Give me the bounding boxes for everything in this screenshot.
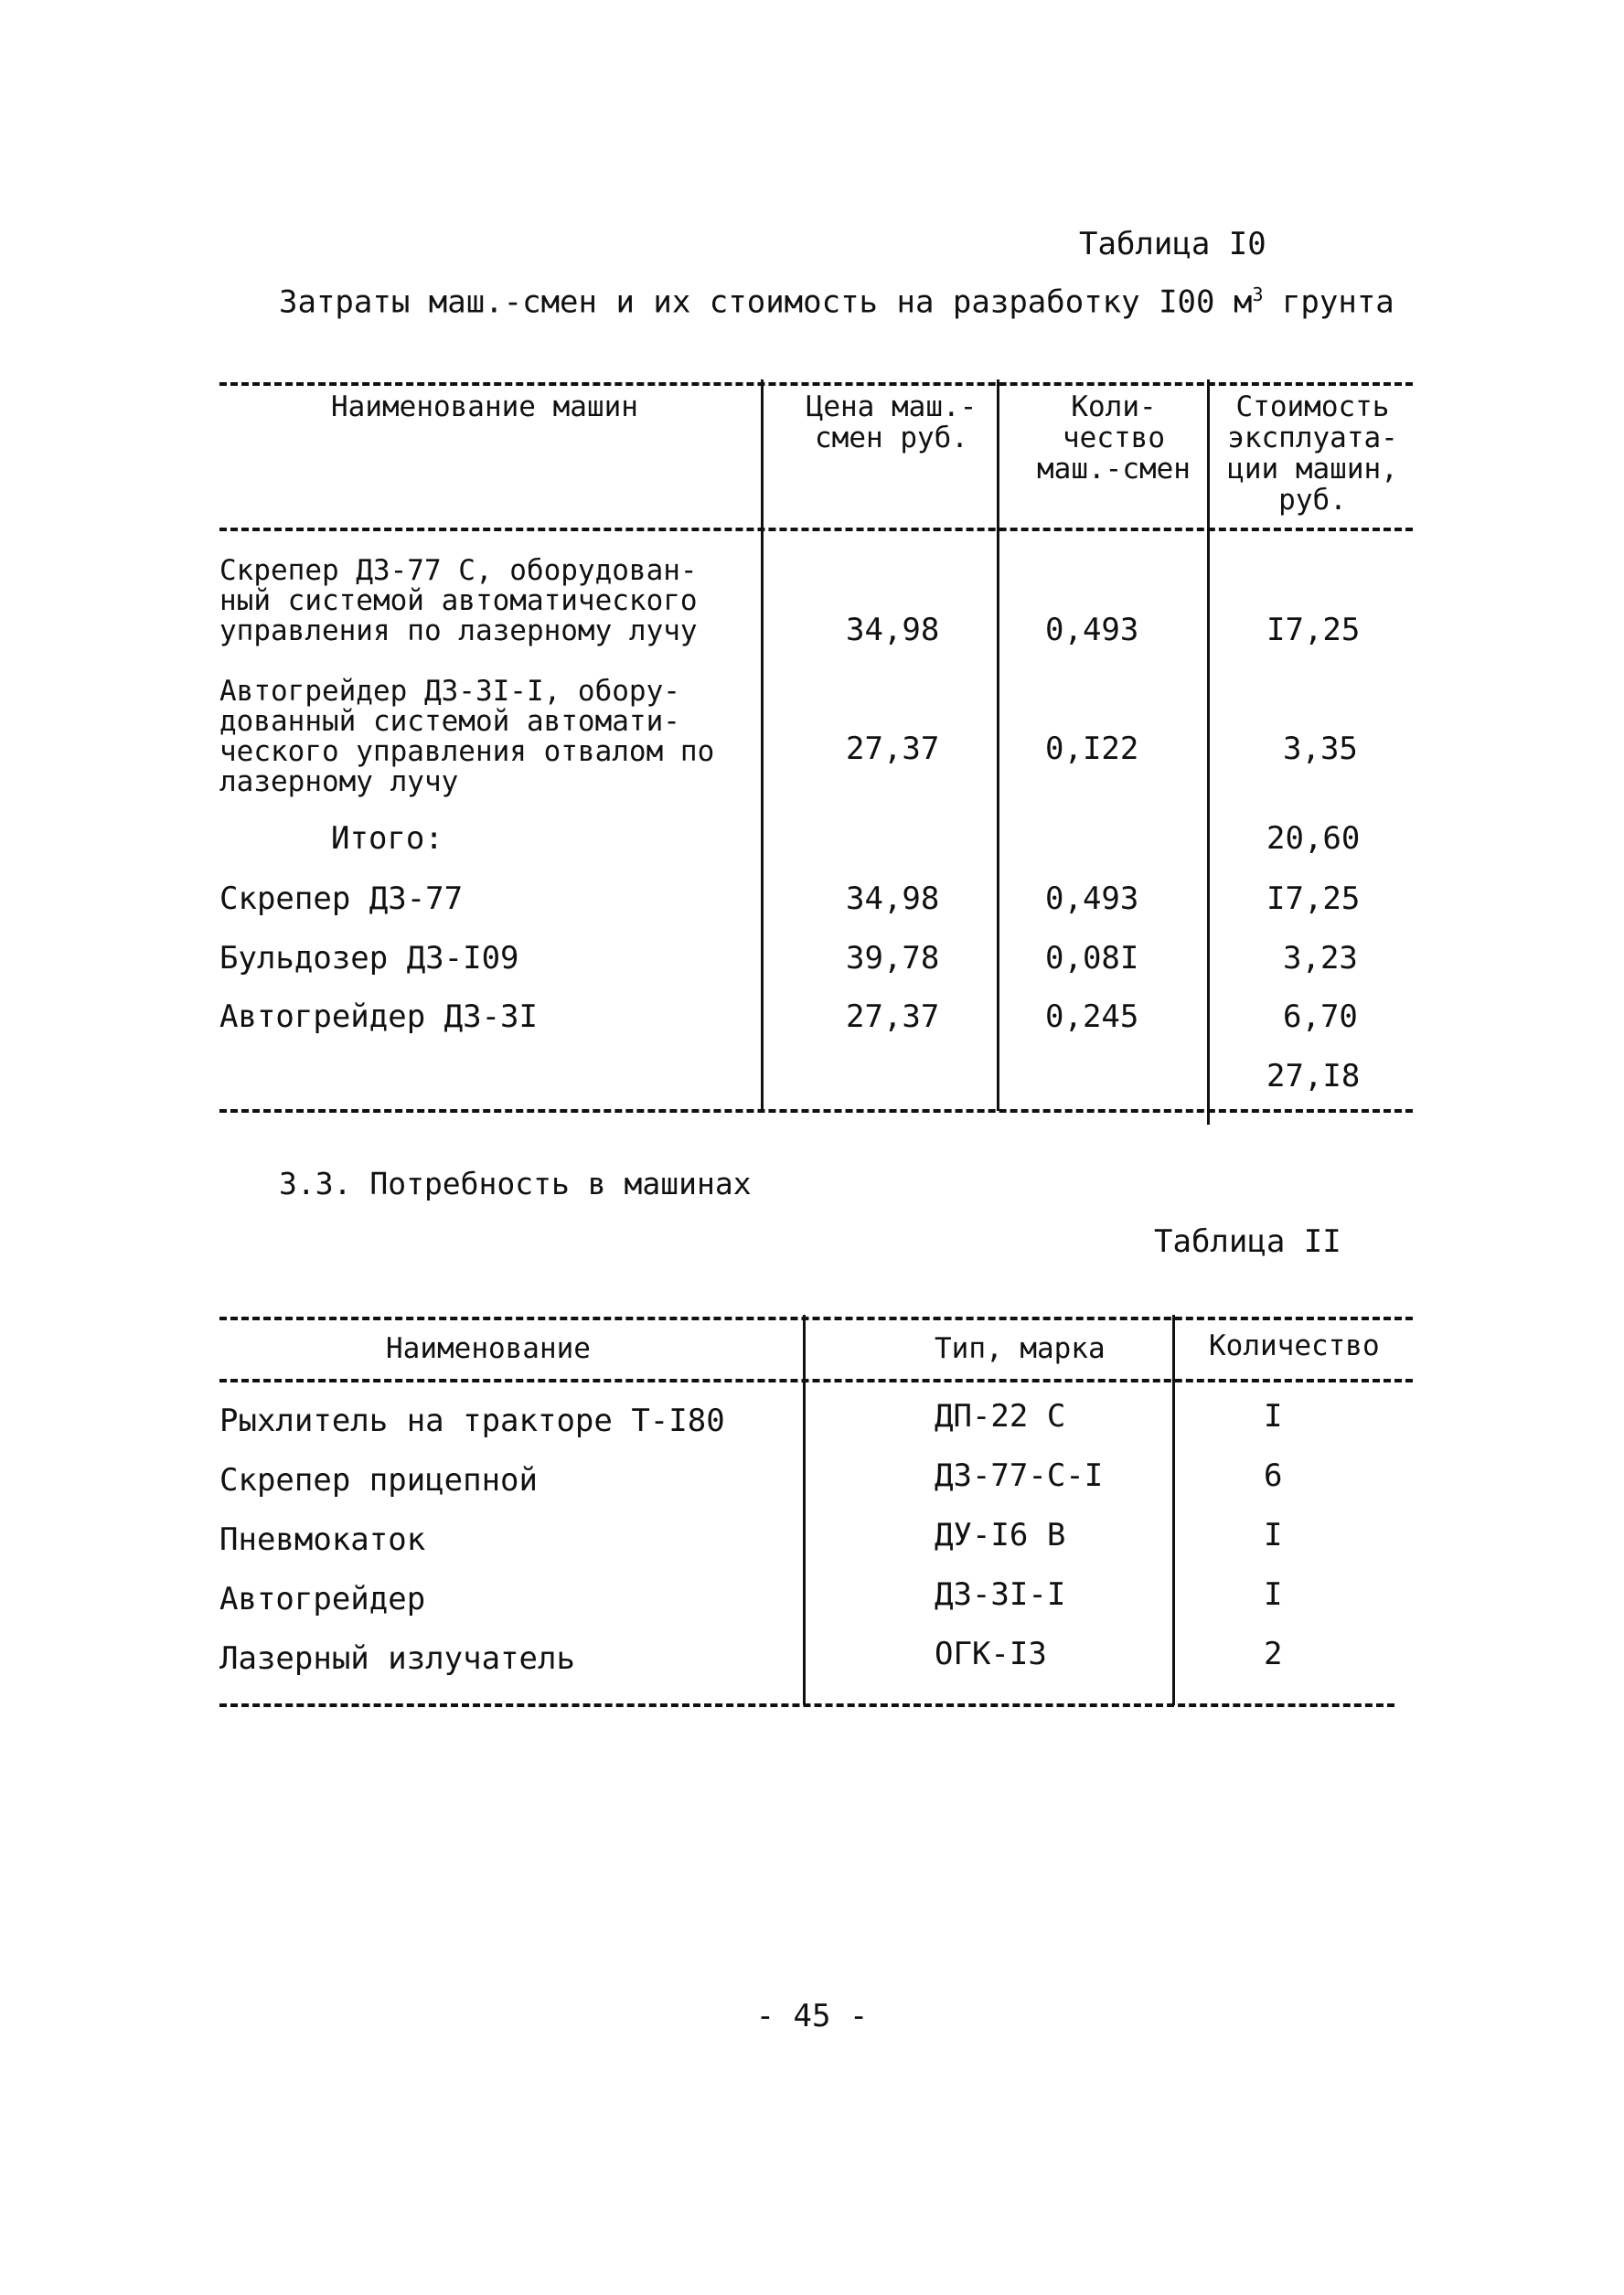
table10-row6-name: Автогрейдер ДЗ-3I bbox=[219, 998, 538, 1035]
table10-row1-cost: I7,25 bbox=[1266, 612, 1361, 648]
table10-row1-qty: 0,493 bbox=[1045, 612, 1139, 648]
table11-row5-type: ОГК-I3 bbox=[935, 1636, 1047, 1672]
table11-header-count: Количество bbox=[1209, 1329, 1380, 1362]
table11-row5-name: Лазерный излучатель bbox=[219, 1640, 575, 1677]
page-number: - 45 - bbox=[755, 1998, 869, 2034]
table11-col-divider-2 bbox=[1172, 1315, 1175, 1705]
table10-row6-price: 27,37 bbox=[846, 998, 940, 1035]
table10-col-divider-2 bbox=[997, 379, 999, 1111]
table10-row2-cost: 3,35 bbox=[1283, 731, 1358, 767]
table11-row2-type: ДЗ-77-С-I bbox=[935, 1457, 1104, 1494]
table11-row3-name: Пневмокаток bbox=[219, 1521, 426, 1558]
table10-grand-total: 27,I8 bbox=[1266, 1058, 1361, 1094]
table10-row4-qty: 0,493 bbox=[1045, 881, 1139, 917]
table10-total-label: Итого: bbox=[331, 820, 443, 857]
table11-row4-name: Автогрейдер bbox=[219, 1581, 426, 1617]
table10-col-divider-1 bbox=[761, 379, 764, 1111]
table10-row6-cost: 6,70 bbox=[1283, 998, 1358, 1035]
table10-row1-price: 34,98 bbox=[846, 612, 940, 648]
table10-row5-cost: 3,23 bbox=[1283, 940, 1358, 977]
table10-row1-name: Скрепер ДЗ-77 С, оборудован- ный системой автоматического управления по лазерному лучу bbox=[219, 554, 698, 647]
table10-label: Таблица I0 bbox=[1079, 226, 1266, 262]
table11-bottom-border bbox=[219, 1703, 1394, 1707]
section-heading: 3.3. Потребность в машинах bbox=[279, 1166, 752, 1201]
table10-header-name: Наименование машин bbox=[331, 390, 638, 423]
table10-row4-name: Скрепер ДЗ-77 bbox=[219, 881, 464, 917]
table11-row5-count: 2 bbox=[1264, 1636, 1283, 1672]
table10-caption-superscript: 3 bbox=[1252, 283, 1264, 305]
table10-caption bbox=[279, 283, 1394, 320]
table11-row3-count: I bbox=[1264, 1517, 1283, 1553]
table10-header-qty: Коли- чество маш.-смен bbox=[1037, 390, 1191, 486]
table11-header-separator bbox=[219, 1379, 1413, 1382]
table10-row6-qty: 0,245 bbox=[1045, 998, 1139, 1035]
table11-row4-count: I bbox=[1264, 1576, 1283, 1613]
table10-caption-tail: грунта bbox=[1263, 283, 1394, 321]
table10-row2-price: 27,37 bbox=[846, 731, 940, 767]
table10-row2-qty: 0,I22 bbox=[1045, 731, 1139, 767]
table11-label: Таблица II bbox=[1154, 1223, 1341, 1260]
table11-row3-type: ДУ-I6 В bbox=[935, 1517, 1066, 1553]
table11-row2-count: 6 bbox=[1264, 1457, 1283, 1494]
table10-total-cost: 20,60 bbox=[1266, 820, 1361, 857]
table11-row1-type: ДП-22 С bbox=[935, 1398, 1066, 1435]
table10-header-separator bbox=[219, 528, 1413, 531]
table10-row5-price: 39,78 bbox=[846, 940, 940, 977]
table10-bottom-border bbox=[219, 1109, 1413, 1113]
table11-row4-type: ДЗ-3I-I bbox=[935, 1576, 1066, 1613]
table11-row2-name: Скрепер прицепной bbox=[219, 1462, 538, 1499]
table11-header-name: Наименование bbox=[386, 1332, 591, 1365]
table10-caption-main: Затраты маш.-смен и их стоимость на разработку I00 м bbox=[279, 283, 1253, 321]
table11-col-divider-1 bbox=[803, 1315, 806, 1705]
table10-header-cost: Стоимость эксплуата- ции машин, руб. bbox=[1227, 390, 1398, 517]
table10-col-divider-3 bbox=[1207, 379, 1210, 1125]
table10-row5-name: Бульдозер ДЗ-I09 bbox=[219, 940, 519, 977]
table10-row4-cost: I7,25 bbox=[1266, 881, 1361, 917]
table10-row5-qty: 0,08I bbox=[1045, 940, 1139, 977]
table11-row1-count: I bbox=[1264, 1398, 1283, 1435]
table10-row4-price: 34,98 bbox=[846, 881, 940, 917]
table11-top-border bbox=[219, 1317, 1413, 1320]
table10-header-price: Цена маш.-смен руб. bbox=[806, 390, 978, 454]
table11-row1-name: Рыхлитель на тракторе Т-I80 bbox=[219, 1403, 725, 1439]
table11-header-type: Тип, марка bbox=[935, 1332, 1106, 1365]
table10-top-border bbox=[219, 382, 1413, 386]
table10-row2-name: Автогрейдер ДЗ-3I-I, обору- дованный системой автомати- ческого управления отвалом по лазерному лучу bbox=[219, 675, 715, 798]
